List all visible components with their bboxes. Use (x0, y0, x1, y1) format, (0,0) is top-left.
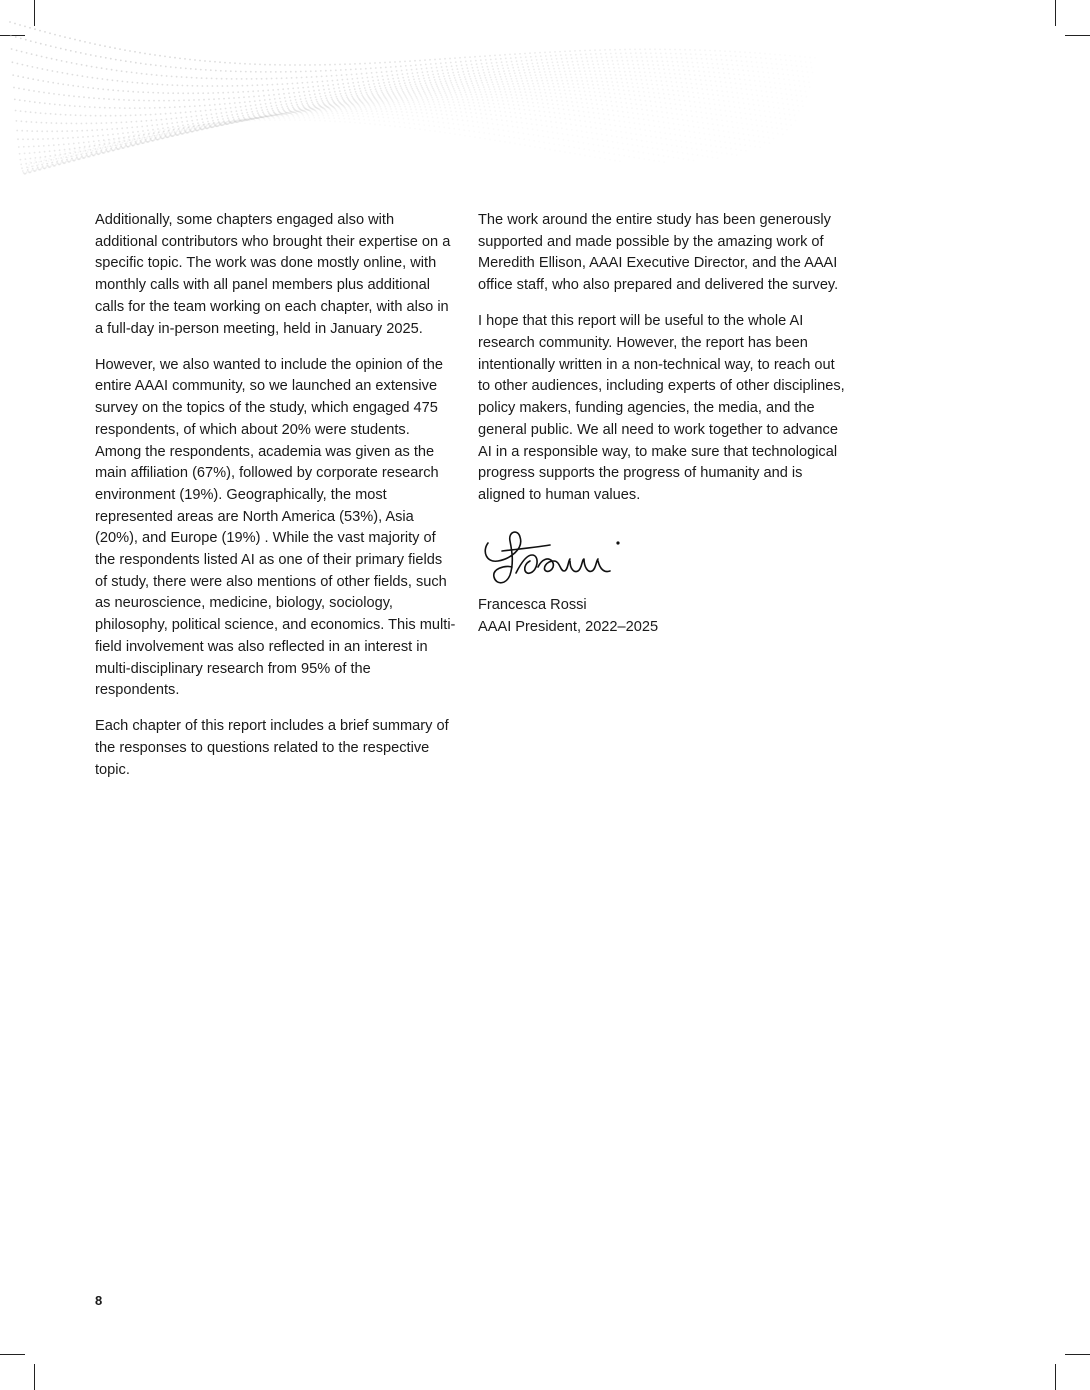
author-title: AAAI President, 2022–2025 (478, 618, 659, 635)
crop-mark-bottom-left-vertical (34, 1364, 35, 1390)
crop-mark-bottom-left-horizontal (0, 1354, 25, 1355)
paragraph: I hope that this report will be useful to the whole AI research community. However, the report has been intentionally written in a non-technical way, to reach out to other audiences, including experts of other disciplines, policy makers, funding agencies, the media, and the general public. We all need to work together to advance AI in a responsible way, to make sure that technological progress supports the progress of humanity and is aligned to human values. (478, 313, 845, 503)
crop-mark-bottom-right-vertical (1055, 1364, 1056, 1390)
author-name: Francesca Rossi (478, 597, 587, 614)
page-number: 8 (95, 1293, 103, 1308)
crop-mark-top-right-horizontal (1065, 35, 1090, 36)
right-column (478, 210, 846, 653)
paragraph: Additionally, some chapters engaged also with additional contributors who brought their expertise on a specific topic. The work was done mostly online, with monthly calls with all panel members plus additional calls for the team working on each chapter, with also in a full-day in-person meeting, held in January 2025. (95, 212, 451, 337)
crop-mark-top-right-vertical (1055, 0, 1056, 26)
left-column (95, 210, 457, 796)
signature-image (480, 521, 630, 591)
crop-mark-bottom-right-horizontal (1065, 1354, 1090, 1355)
paragraph: The work around the entire study has been generously supported and made possible by the amazing work of Meredith Ellison, AAAI Executive Director, and the AAAI office staff, who also prepared and delivered the survey. (478, 212, 839, 294)
author-signoff (478, 595, 846, 638)
paragraph: Each chapter of this report includes a brief summary of the responses to questions related to the respective topic. (95, 718, 449, 778)
paragraph: However, we also wanted to include the opinion of the entire AAAI community, so we launched an extensive survey on the topics of the study, which engaged 475 respondents, of which about 20% were students. Among the respondents, academia was given as the main affiliation (67%), followed by corporate research environment (19%). Geographically, the most represented areas are North America (53%), Asia (20%), and Europe (19%) . While the vast majority of the respondents listed AI as one of their primary fields of study, there were also mentions of other fields, such as neuroscience, medicine, biology, sociology, philosophy, political science, and economics. This multi-field involvement was also reflected in an interest in multi-disciplinary research from 95% of the respondents. (95, 356, 456, 699)
